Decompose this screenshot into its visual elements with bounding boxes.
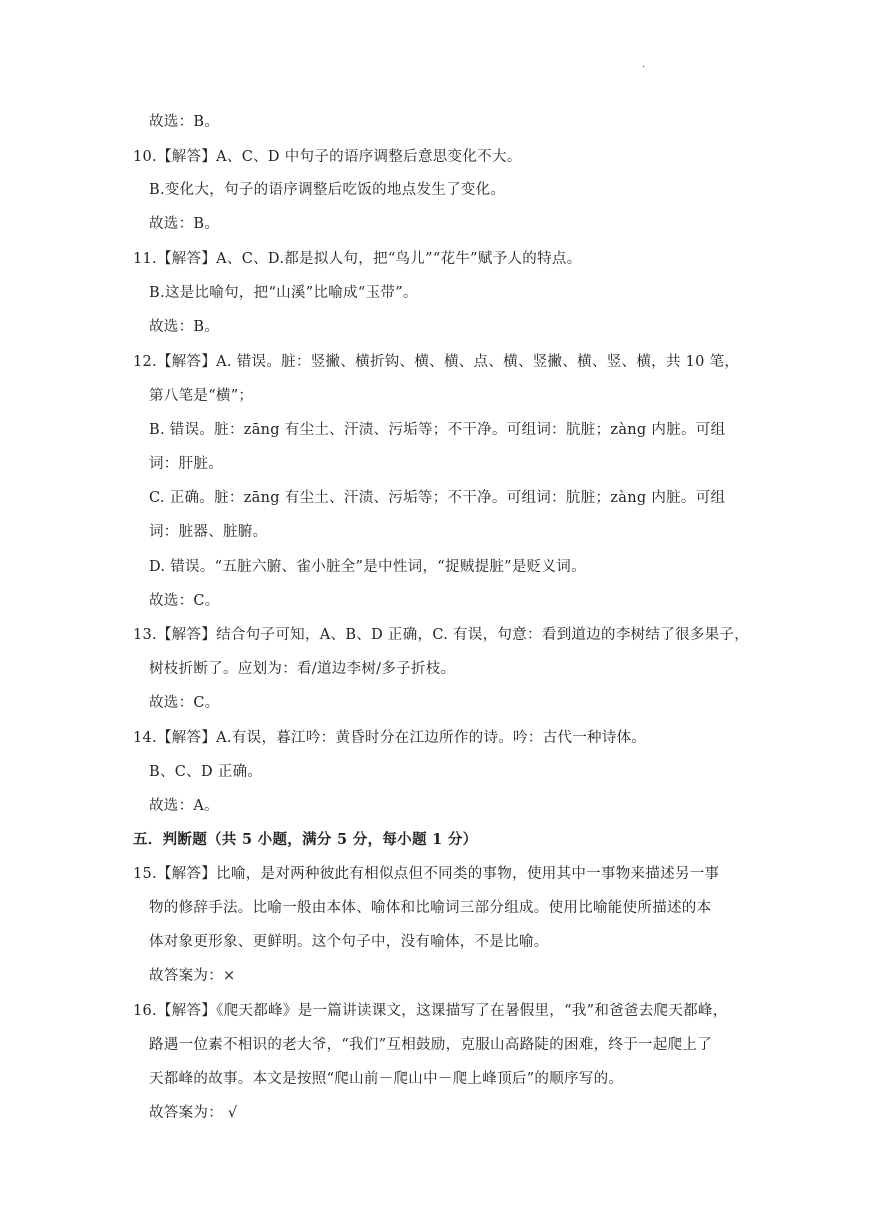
q11-explanation-b: B.这是比喻句，把“山溪”比喻成“玉带”。 <box>149 285 418 301</box>
q14-explanation-b: B、C、D 正确。 <box>149 764 263 780</box>
q12-explanation: 12.【解答】A. 错误。脏：竖撇、横折钩、横、横、点、横、竖撇、横、竖、横，共 10 笔， <box>133 354 740 370</box>
q9-answer-line: 故选：B。 <box>149 114 220 130</box>
q16-answer-line: 故答案为： √ <box>149 1105 238 1121</box>
q12-option-c-cont: 词：脏器、脏腑。 <box>149 524 268 540</box>
q12-option-c: C. 正确。脏：zāng 有尘土、汗渍、污垢等；不干净。可组词：肮脏；zàng 内脏。可组 <box>149 490 726 506</box>
q10-explanation: 10.【解答】A、C、D 中句子的语序调整后意思变化不大。 <box>133 149 522 165</box>
section-heading: 五．判断题（共 5 小题，满分 5 分，每小题 1 分） <box>133 831 478 848</box>
q15-answer-line: 故答案为：× <box>149 968 236 984</box>
q13-explanation-cont: 树枝折断了。应划为：看/道边李树/多子折枝。 <box>149 661 456 677</box>
q16-explanation-cont-2: 天都峰的故事。本文是按照“爬山前－爬山中－爬上峰顶后”的顺序写的。 <box>149 1071 624 1087</box>
q12-option-b-cont: 词：肝脏。 <box>149 456 223 472</box>
q15-explanation-cont-1: 物的修辞手法。比喻一般由本体、喻体和比喻词三部分组成。使用比喻能使所描述的本 <box>149 900 712 916</box>
q12-answer-line: 故选：C。 <box>149 593 220 609</box>
q13-answer-line: 故选：C。 <box>149 695 220 711</box>
q14-answer-line: 故选：A。 <box>149 798 219 814</box>
q12-option-d: D. 错误。“五脏六腑、雀小脏全”是中性词，“捉贼提脏”是贬义词。 <box>149 559 586 575</box>
q16-explanation-cont-1: 路遇一位素不相识的老大爷，“我们”互相鼓励，克服山高路陡的困难，终于一起爬上了 <box>149 1037 713 1053</box>
q10-answer-line: 故选：B。 <box>149 216 220 232</box>
q14-explanation: 14.【解答】A.有误，暮江吟：黄昏时分在江边所作的诗。吟：古代一种诗体。 <box>133 730 647 746</box>
q12-explanation-cont: 第八笔是“横”； <box>149 388 254 404</box>
q11-explanation: 11.【解答】A、C、D.都是拟人句，把“鸟儿”“花牛”赋予人的特点。 <box>133 251 582 267</box>
q15-explanation: 15.【解答】比喻，是对两种彼此有相似点但不同类的事物，使用其中一事物来描述另一事 <box>133 866 720 882</box>
q13-explanation: 13.【解答】结合句子可知，A、B、D 正确，C. 有误，句意：看到道边的李树结了很多果子， <box>133 627 750 643</box>
q16-explanation: 16.【解答】《爬天都峰》是一篇讲读课文，这课描写了在暑假里，“我”和爸爸去爬天都峰， <box>133 1003 728 1019</box>
header-mark: · <box>642 62 646 73</box>
q11-answer-line: 故选：B。 <box>149 319 220 335</box>
q15-explanation-cont-2: 体对象更形象、更鲜明。这个句子中，没有喻体，不是比喻。 <box>149 934 549 950</box>
q12-option-b: B. 错误。脏：zāng 有尘土、汗渍、污垢等；不干净。可组词：肮脏；zàng 内脏。可组 <box>149 422 726 438</box>
q10-explanation-b: B.变化大，句子的语序调整后吃饭的地点发生了变化。 <box>149 182 506 198</box>
